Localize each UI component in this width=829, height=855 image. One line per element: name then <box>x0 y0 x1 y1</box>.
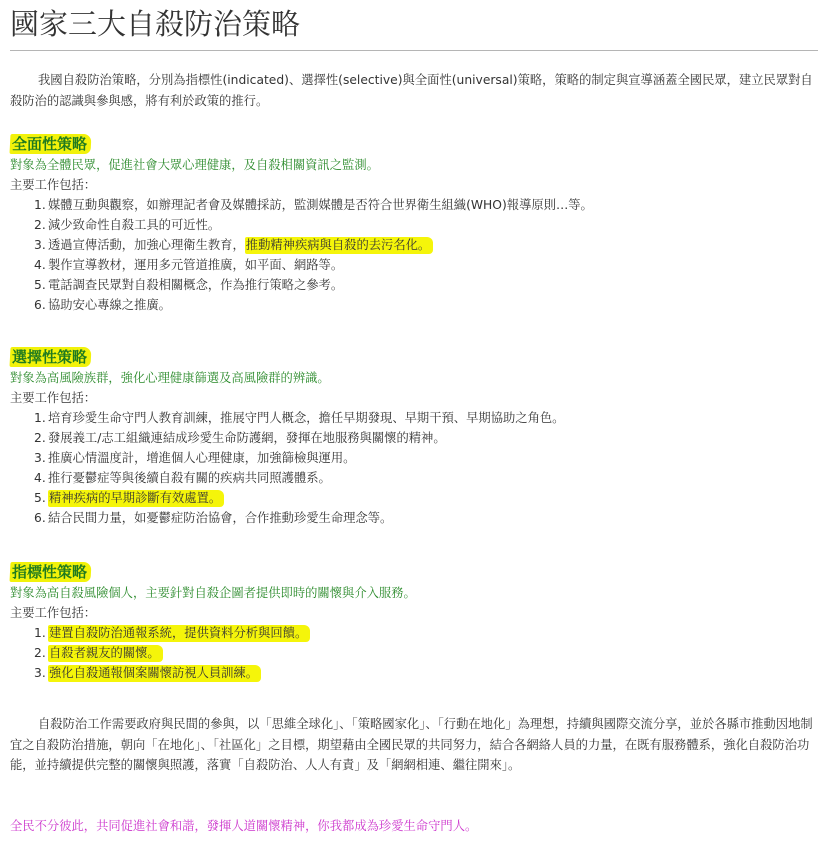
item-highlight: 建置自殺防治通報系統，提供資料分析與回饋。 <box>48 625 310 642</box>
intro-paragraph: 我國自殺防治策略，分別為指標性(indicated)、選擇性(selective)與全面性(universal)策略，策略的制定與宣導涵蓋全國民眾，建立民眾對自殺防治的認識與參與感，將有利於政策的推行。 <box>10 73 813 108</box>
item-text: 透過宣傳活動，加強心理衛生教育， <box>48 238 245 252</box>
item-text: 推廣心情溫度計，增進個人心理健康，加強篩檢與運用。 <box>48 451 356 465</box>
item-number: 3. <box>34 238 46 252</box>
section-intro: 主要工作包括： <box>10 178 97 192</box>
task-list <box>10 195 820 315</box>
item-number: 4. <box>34 471 46 485</box>
list-item <box>34 235 820 255</box>
section-target: 對象為高自殺風險個人，主要針對自殺企圖者提供即時的關懷與介入服務。 <box>10 586 416 600</box>
item-highlight: 自殺者親友的關懷。 <box>48 645 163 662</box>
item-number: 1. <box>34 411 46 425</box>
list-item <box>34 428 820 448</box>
closing-slogan: 全民不分彼此，共同促進社會和諧，發揮人道關懷精神，你我都成為珍愛生命守門人。 <box>10 819 478 833</box>
list-item <box>34 448 820 468</box>
item-text: 結合民間力量，如憂鬱症防治協會，合作推動珍愛生命理念等。 <box>48 511 393 525</box>
section-universal <box>10 134 820 315</box>
item-text: 媒體互動與觀察，如辦理記者會及媒體採訪，監測媒體是否符合世界衛生組織(WHO)報導原則…等。 <box>48 198 593 212</box>
task-list <box>10 408 820 528</box>
item-number: 5. <box>34 491 46 505</box>
section-target: 對象為高風險族群，強化心理健康篩選及高風險群的辨識。 <box>10 371 330 385</box>
item-number: 3. <box>34 451 46 465</box>
item-number: 6. <box>34 511 46 525</box>
item-text: 發展義工/志工組織連結成珍愛生命防護網，發揮在地服務與關懷的精神。 <box>48 431 446 445</box>
title-divider <box>10 50 818 51</box>
item-text: 協助安心專線之推廣。 <box>48 298 171 312</box>
item-number: 1. <box>34 626 46 640</box>
item-number: 6. <box>34 298 46 312</box>
section-indicated <box>10 562 820 683</box>
section-heading-universal <box>9 134 91 154</box>
item-number: 4. <box>34 258 46 272</box>
section-intro: 主要工作包括： <box>10 606 97 620</box>
list-item <box>34 408 820 428</box>
task-list <box>10 623 820 683</box>
section-heading-text: 全面性策略 <box>12 135 88 153</box>
list-item <box>34 468 820 488</box>
section-heading-text: 指標性策略 <box>12 563 88 581</box>
list-item <box>34 215 820 235</box>
item-text: 電話調查民眾對自殺相關概念，作為推行策略之參考。 <box>48 278 344 292</box>
conclusion-paragraph: 自殺防治工作需要政府與民間的參與，以「思維全球化」、「策略國家化」、「行動在地化」為理想，持續與國際交流分享，並於各縣市推動因地制宜之自殺防治措施，朝向「在地化」、「社區化」之目標，期望藉由全國民眾的共同努力，結合各網絡人員的力量，在既有服務體系，強化自殺防治功能，並持續提供完整的關懷與照護，落實「自殺防治、人人有責」及「網網相連、繼往開來」。 <box>10 717 813 772</box>
section-intro: 主要工作包括： <box>10 391 97 405</box>
item-text: 推行憂鬱症等與後續自殺有關的疾病共同照護體系。 <box>48 471 331 485</box>
list-item <box>34 255 820 275</box>
list-item <box>34 488 820 508</box>
list-item <box>34 663 820 683</box>
item-number: 2. <box>34 431 46 445</box>
list-item <box>34 623 820 643</box>
item-number: 3. <box>34 666 46 680</box>
item-number: 2. <box>34 646 46 660</box>
section-heading-text: 選擇性策略 <box>12 348 88 366</box>
list-item <box>34 195 820 215</box>
item-number: 2. <box>34 218 46 232</box>
list-item <box>34 643 820 663</box>
section-target: 對象為全體民眾，促進社會大眾心理健康，及自殺相關資訊之監測。 <box>10 158 379 172</box>
section-heading-selective <box>9 347 91 367</box>
item-highlight: 精神疾病的早期診斷有效處置。 <box>48 490 224 507</box>
item-highlight: 推動精神疾病與自殺的去污名化。 <box>245 237 433 254</box>
section-heading-indicated <box>9 562 91 582</box>
section-selective <box>10 347 820 528</box>
item-number: 1. <box>34 198 46 212</box>
page-title: 國家三大自殺防治策略 <box>10 7 301 41</box>
list-item <box>34 295 820 315</box>
item-text: 減少致命性自殺工具的可近性。 <box>48 218 221 232</box>
item-highlight: 強化自殺通報個案關懷訪視人員訓練。 <box>48 665 261 682</box>
item-text: 製作宣導教材，運用多元管道推廣，如平面、網路等。 <box>48 258 344 272</box>
item-number: 5. <box>34 278 46 292</box>
list-item <box>34 508 820 528</box>
item-text: 培育珍愛生命守門人教育訓練，推展守門人概念，擔任早期發現、早期干預、早期協助之角色。 <box>48 411 565 425</box>
list-item <box>34 275 820 295</box>
